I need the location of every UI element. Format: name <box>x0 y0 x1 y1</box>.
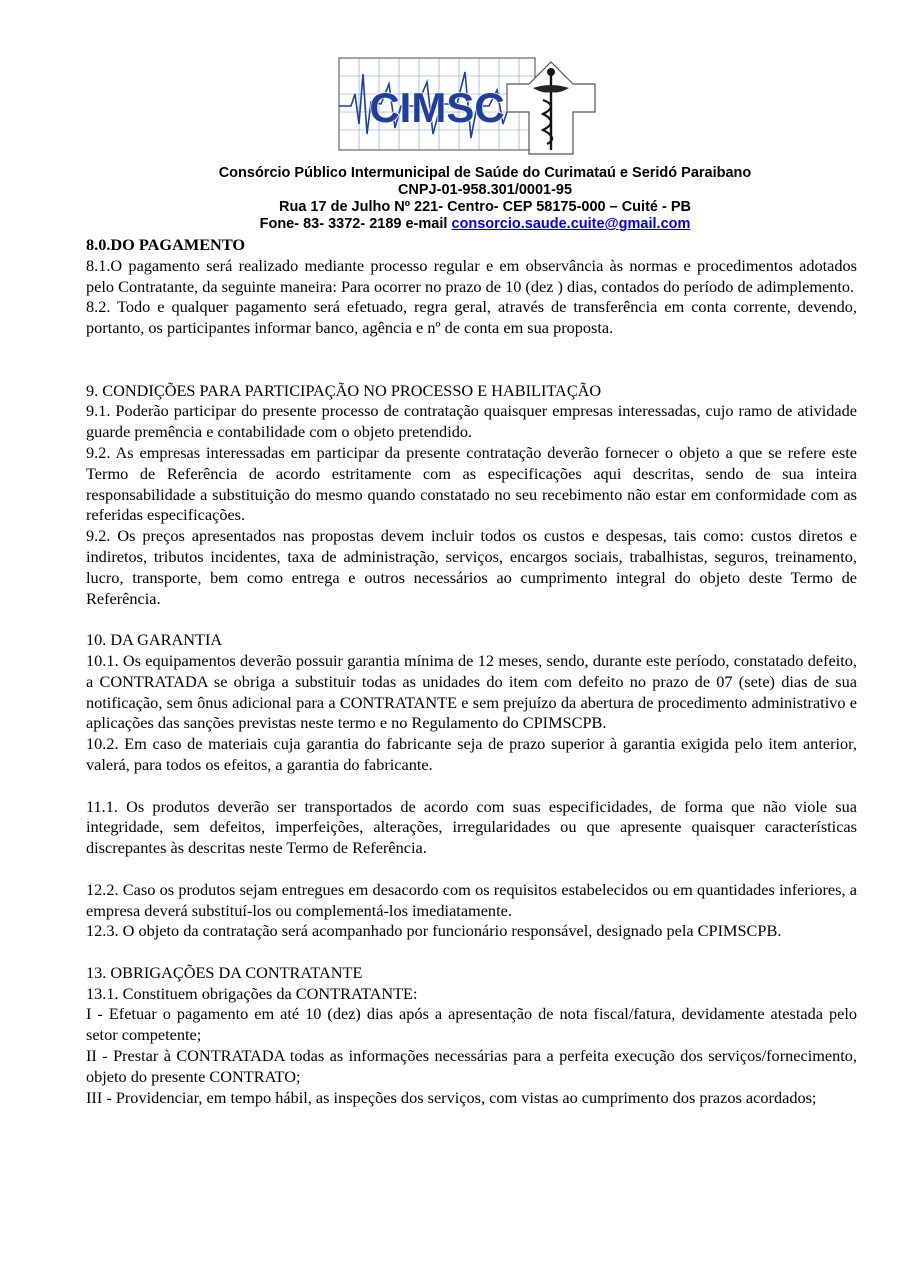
paragraph-11-1: 11.1. Os produtos deverão ser transportados de acordo com suas especificidades, de forma que não viole sua integridade, sem defeitos, imperfeições, alterações, irregularidades ou que apresente quaisquer características discrepantes às descritas neste Termo de Referência. <box>86 796 857 858</box>
paragraph-12-3: 12.3. O objeto da contratação será acompanhado por funcionário responsável, designado pela CPIMSCPB. <box>86 921 782 941</box>
logo-text: CIMSC <box>369 84 505 131</box>
section-9-title: 9. CONDIÇÕES PARA PARTICIPAÇÃO NO PROCESSO E HABILITAÇÃO <box>86 380 602 400</box>
section-8-title: 8.0.DO PAGAMENTO <box>86 235 246 254</box>
obligation-item-3: III - Providenciar, em tempo hábil, as inspeções dos serviços, com vistas ao cumprimento dos prazos acordados; <box>86 1087 817 1107</box>
paragraph-8-1: 8.1.O pagamento será realizado mediante processo regular e em observância às normas e procedimentos adotados pelo Contratante, da seguinte maneira: Para ocorrer no prazo de 10 (dez ) dias, contados do período de adimplemento. <box>86 255 857 296</box>
obligation-item-1: I - Efetuar o pagamento em até 10 (dez) dias após a apresentação de nota fiscal/fatura, devidamente atestada pelo setor competente; <box>86 1004 857 1045</box>
paragraph-8-2: 8.2. Todo e qualquer pagamento será efetuado, regra geral, através de transferência em conta corrente, devendo, portanto, os participantes informar banco, agência e nº de conta em sua proposta. <box>86 297 857 338</box>
cimsc-logo <box>337 54 609 164</box>
document-body <box>86 235 857 1108</box>
section-13-title: 13. OBRIGAÇÕES DA CONTRATANTE <box>86 962 363 982</box>
paragraph-10-1: 10.1. Os equipamentos deverão possuir garantia mínima de 12 meses, sendo, durante este período, constatado defeito, a CONTRATADA se obriga a substituir todas as unidades do item com defeito no prazo de 07 (sete) dias de sua notificação, sem ônus adicional para a CONTRATANTE e sem prejuízo da abertura de procedimento administrativo e aplicações das sanções previstas neste termo e no Regulamento do CPIMSCPB. <box>86 650 857 733</box>
org-address: Rua 17 de Julho Nº 221- Centro- CEP 58175-000 – Cuité - PB <box>279 199 691 215</box>
org-phone: Fone- 83- 3372- 2189 e-mail <box>259 216 452 232</box>
paragraph-12-2: 12.2. Caso os produtos sejam entregues em desacordo com os requisitos estabelecidos ou em quantidades inferiores, a empresa deverá substituí-los ou complementá-los imediatamente. <box>86 879 857 920</box>
paragraph-9-1: 9.1. Poderão participar do presente processo de contratação quaisquer empresas interessadas, cujo ramo de atividade guarde premência e contabilidade com o objeto pretendido. <box>86 401 857 442</box>
obligation-item-2: II - Prestar à CONTRATADA todas as informações necessárias para a perfeita execução dos serviços/fornecimento, objeto do presente CONTRATO; <box>86 1046 857 1086</box>
email-link[interactable]: consorcio.saude.cuite@gmail.com <box>451 216 691 232</box>
paragraph-9-2b: 9.2. Os preços apresentados nas propostas devem incluir todos os custos e despesas, tais como: custos diretos e indiretos, tributos incidentes, taxa de administração, serviços, encargos sociais, trabalhistas, seguros, treinamento, lucro, transporte, bem como entrega e outros necessários ao cumprimento integral do objeto deste Termo de Referência. <box>86 526 857 608</box>
org-contact <box>0 216 900 233</box>
paragraph-10-2: 10.2. Em caso de materiais cuja garantia do fabricante seja de prazo superior à garantia exigida pelo item anterior, valerá, para todos os efeitos, a garantia do fabricante. <box>86 734 857 774</box>
paragraph-9-2a: 9.2. As empresas interessadas em participar da presente contratação deverão fornecer o objeto a que se refere este Termo de Referência de acordo estritamente com as especificações aqui descritas, sendo de sua inteira responsabilidade a substituição do mesmo quando constatado no seu recebimento não estar em conformidade com as referidas especificações. <box>86 442 857 525</box>
section-10-title: 10. DA GARANTIA <box>86 630 223 650</box>
paragraph-13-1: 13.1. Constituem obrigações da CONTRATANTE: <box>86 983 418 1003</box>
org-cnpj: CNPJ-01-958.301/0001-95 <box>397 182 573 198</box>
org-name: Consórcio Público Intermunicipal de Saúde do Curimataú e Seridó Paraibano <box>218 165 752 181</box>
